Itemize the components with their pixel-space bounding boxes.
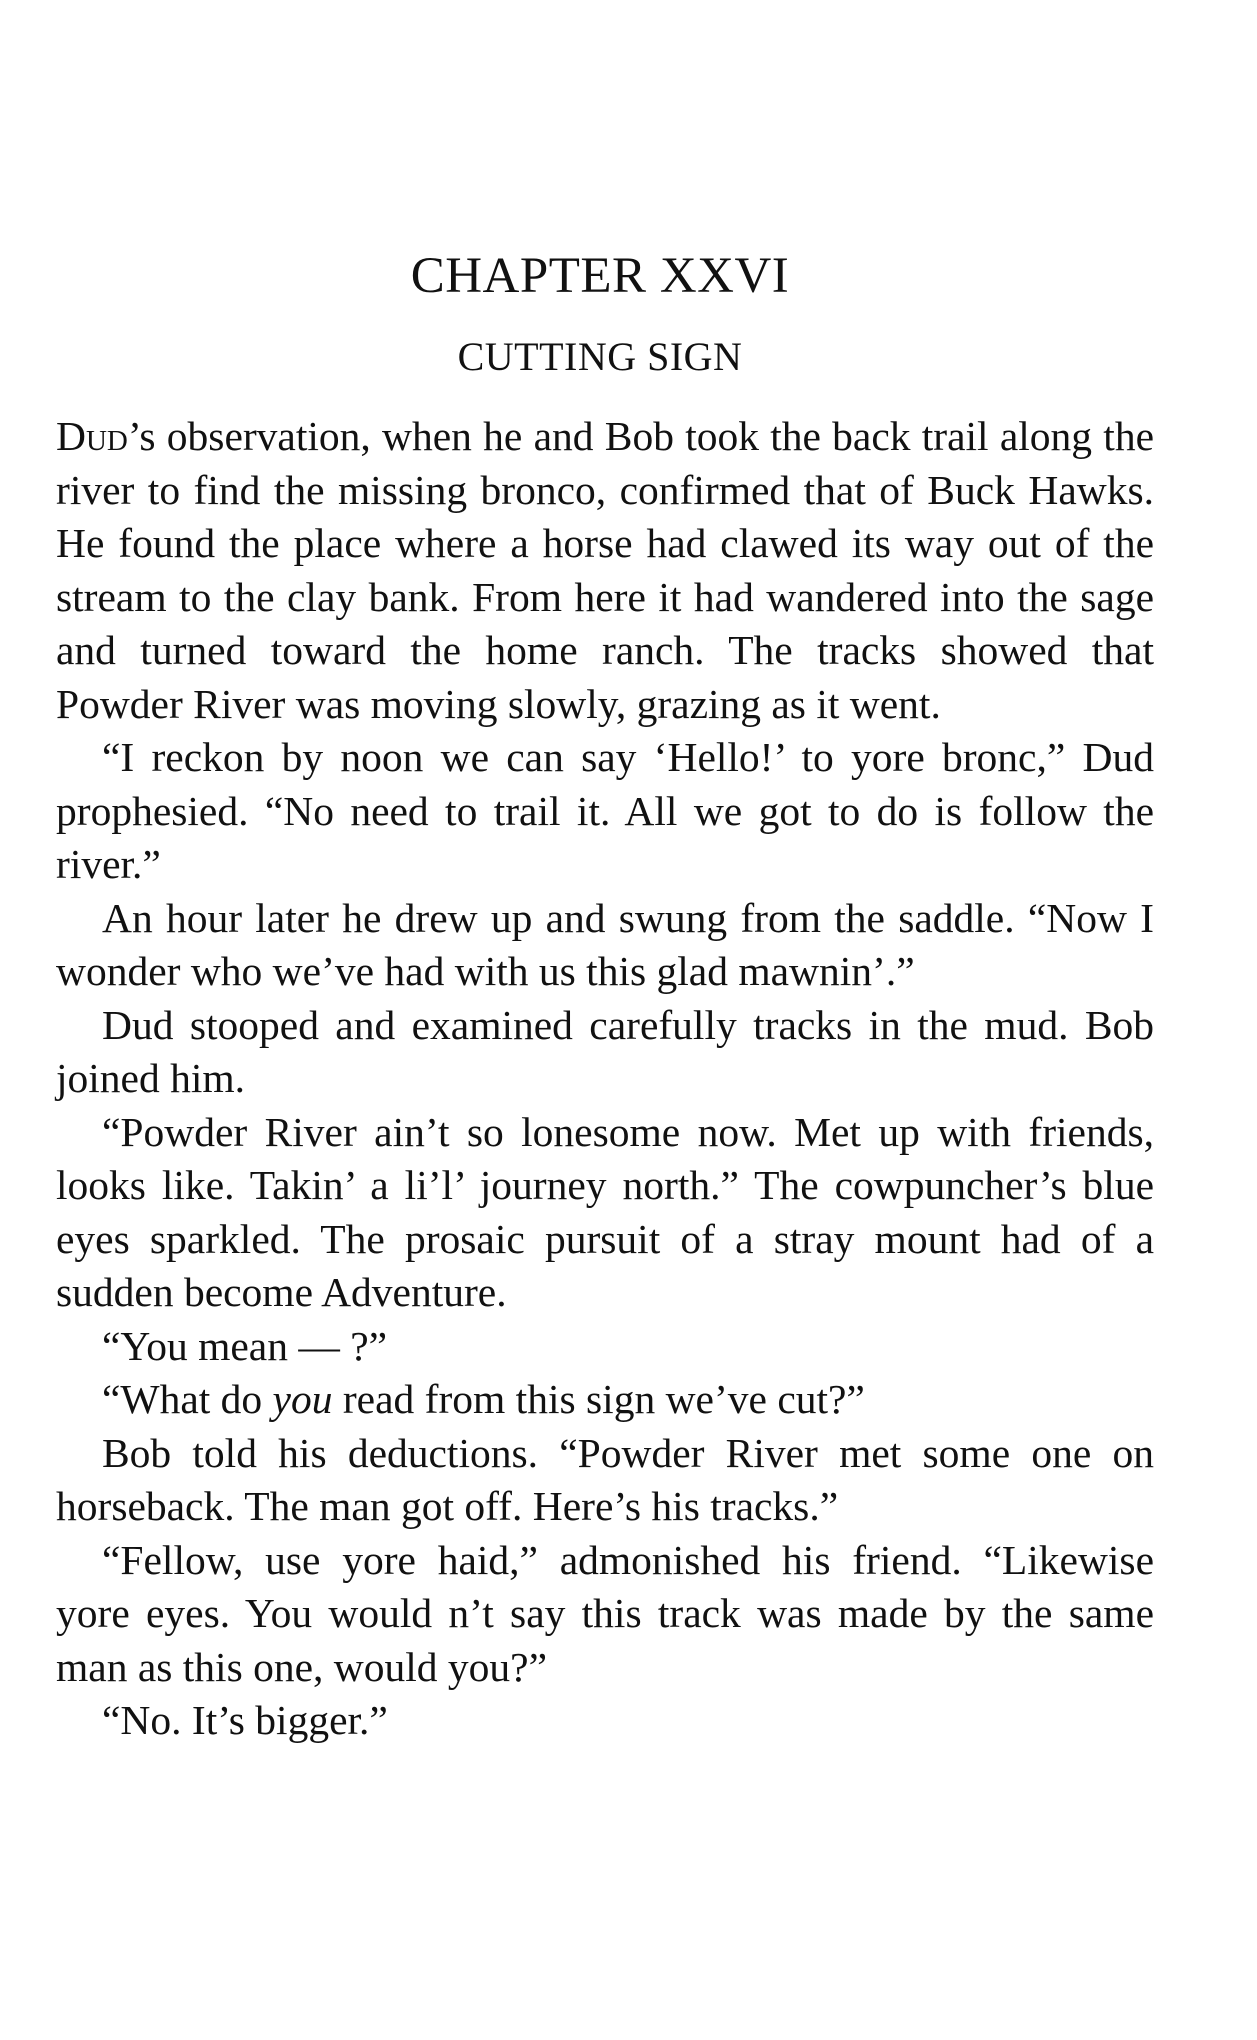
paragraph: “I reckon by noon we can say ‘Hello!’ to yore bronc,” Dud prophesied. “No need to trail it. All we got to do is follow the river.” [56, 734, 1154, 887]
paragraph-text: “What do [102, 1376, 273, 1422]
emphasized-word: you [272, 1376, 333, 1422]
paragraph: “You mean — ?” [102, 1322, 388, 1369]
chapter-subtitle: CUTTING SIGN [457, 334, 743, 379]
paragraph: Bob told his deductions. “Powder River met some one on horseback. The man got off. Here’s his tracks.” [56, 1429, 1154, 1529]
paragraph: “Fellow, use yore haid,” admonished his friend. “Likewise yore eyes. You would n’t say this track was made by the same man as this one, would you?” [56, 1536, 1154, 1690]
paragraph-text: read from this sign we’ve cut?” [332, 1376, 865, 1422]
paragraph: “Powder River ain’t so lonesome now. Met up with friends, looks like. Takin’ a li’l’ journey north.” The cowpuncher’s blue eyes sparkled. The prosaic pursuit of a stray mount had of a sudden become Adventure. [56, 1108, 1154, 1315]
paragraph: Dud stooped and examined carefully tracks in the mud. Bob joined him. [56, 1001, 1154, 1101]
paragraph-text: ’s observation, when he and Bob took the back trail along the river to find the missing bronco, confirmed that of Buck Hawks. He found the place where a horse had clawed its way out of the stream to the clay bank. From here it had wandered into the sage and turned toward the home ranch. The tracks showed that Powder River was moving slowly, grazing as it went. [56, 413, 1154, 727]
opening-word: Dud [56, 413, 128, 459]
chapter-body [56, 410, 1154, 1748]
paragraph: An hour later he drew up and swung from the saddle. “Now I wonder who we’ve had with us this glad mawnin’.” [56, 894, 1154, 994]
paragraph-opening [56, 410, 1154, 731]
paragraph [56, 1373, 1154, 1427]
chapter-title: CHAPTER XXVI [410, 248, 790, 304]
paragraph: “No. It’s bigger.” [102, 1697, 388, 1743]
